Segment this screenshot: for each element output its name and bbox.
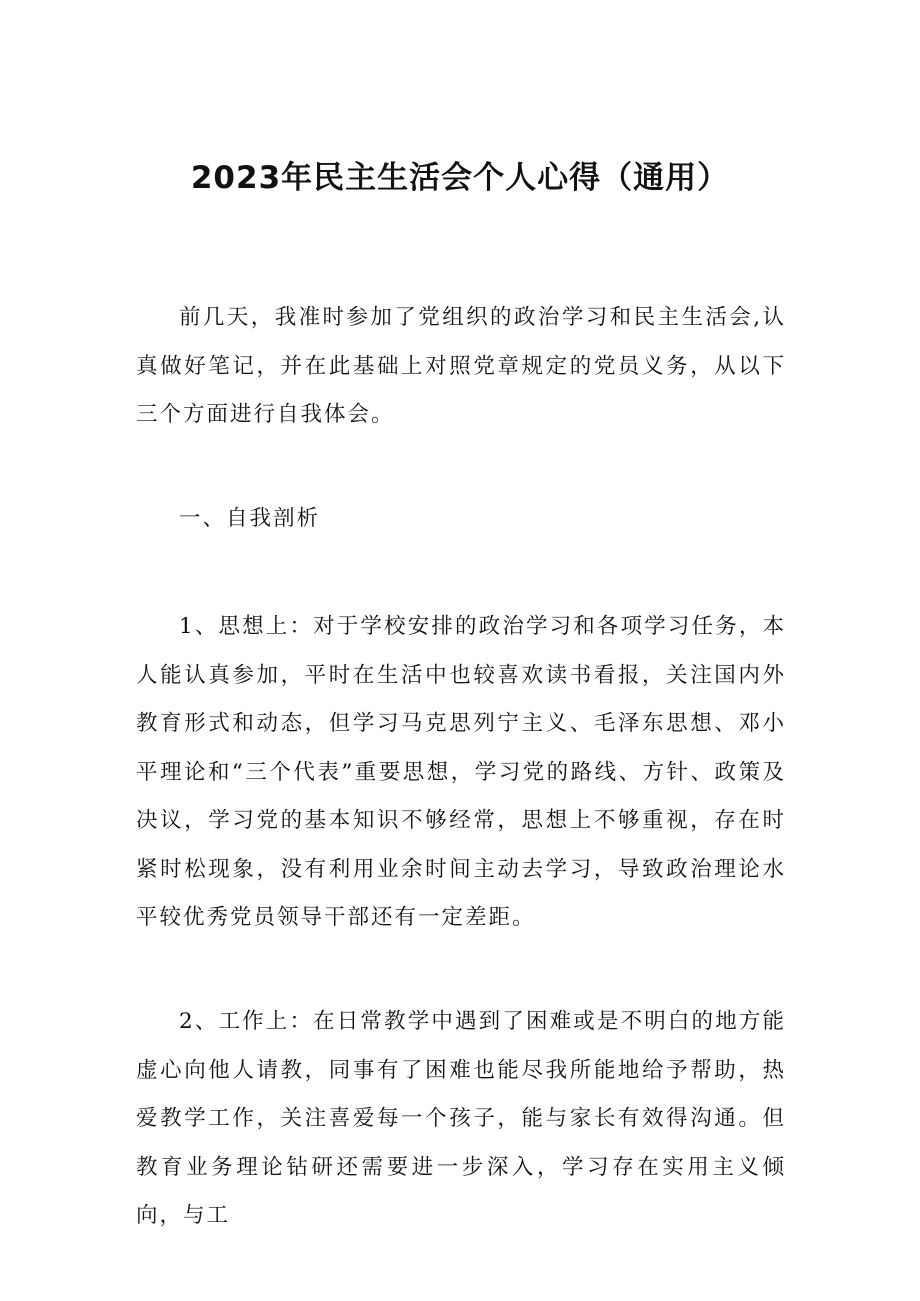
section-heading-self-analysis: 一、自我剖析 — [179, 506, 321, 531]
document-title: 2023年民主生活会个人心得（通用） — [190, 160, 730, 196]
paragraph-work: 2、工作上：在日常教学中遇到了困难或是不明白的地方能虚心向他人请教，同事有了困难也能尽我所能地给予帮助，热爱教学工作，关注喜爱每一个孩子，能与家长有效得沟通。但教育业务理论钻研还需要进一步深入，学习存在实用主义倾向，与工 — [136, 1009, 786, 1228]
intro-paragraph: 前几天，我准时参加了党组织的政治学习和民主生活会,认真做好笔记，并在此基础上对照党章规定的党员义务，从以下三个方面进行自我体会。 — [136, 305, 786, 427]
paragraph-thought: 1、思想上：对于学校安排的政治学习和各项学习任务，本人能认真参加，平时在生活中也较喜欢读书看报，关注国内外教育形式和动态，但学习马克思列宁主义、毛泽东思想、邓小平理论和“三个代表”重要思想，学习党的路线、方针、政策及决议，学习党的基本知识不够经常，思想上不够重视，存在时紧时松现象，没有利用业余时间主动去学习，导致政治理论水平较优秀党员领导干部还有一定差距。 — [136, 614, 786, 930]
